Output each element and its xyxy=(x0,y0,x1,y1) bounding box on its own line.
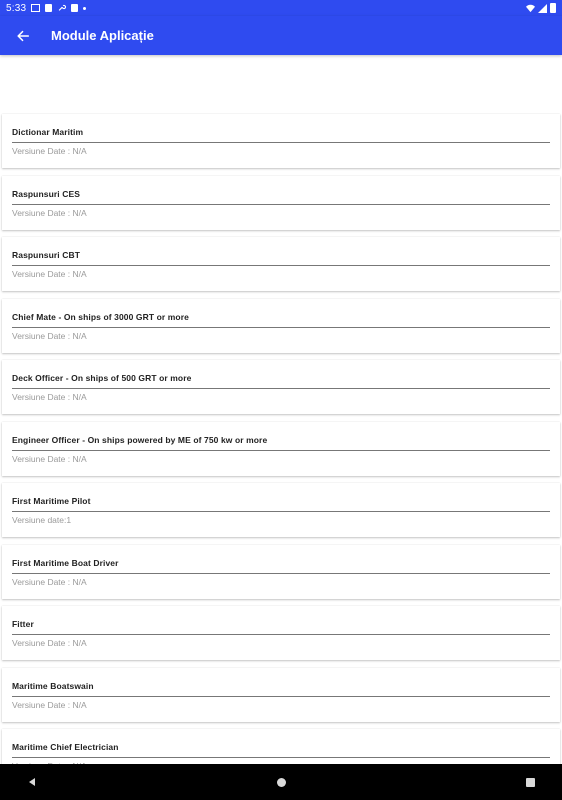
module-version: Versiune Date : N/A xyxy=(12,392,87,402)
module-card-maritime-boatswain[interactable] xyxy=(2,668,560,722)
module-card-chief-mate[interactable] xyxy=(2,299,560,353)
module-version: Versiune Date : N/A xyxy=(12,453,87,464)
sd-card-icon xyxy=(71,4,78,12)
module-card-fitter[interactable] xyxy=(2,606,560,660)
divider xyxy=(12,634,550,635)
module-card-first-maritime-boat-driver[interactable] xyxy=(2,545,560,599)
module-title: Engineer Officer - On ships powered by ME of 750 kw or more xyxy=(12,434,268,445)
wrench-icon xyxy=(57,4,66,12)
divider xyxy=(12,450,550,451)
status-time: 5:33 xyxy=(6,2,27,14)
module-version: Versiune date:1 xyxy=(12,515,72,525)
module-title: Maritime Boatswain xyxy=(12,680,94,691)
arrow-left-icon xyxy=(16,29,30,43)
divider xyxy=(12,327,550,328)
recents-square-icon xyxy=(526,778,535,787)
module-card-raspunsuri-cbt[interactable] xyxy=(2,237,560,291)
module-title: Raspunsuri CES xyxy=(12,188,80,199)
page-title: Module Aplicație xyxy=(51,28,154,43)
navigation-bar xyxy=(0,764,562,800)
divider xyxy=(12,265,550,266)
divider xyxy=(12,757,550,758)
module-title: Fitter xyxy=(12,619,34,629)
module-card-first-maritime-pilot[interactable] xyxy=(2,483,560,537)
back-triangle-icon xyxy=(27,777,37,787)
divider xyxy=(12,573,550,574)
module-card-dictionar-maritim[interactable] xyxy=(2,114,560,168)
module-title: Deck Officer - On ships of 500 GRT or more xyxy=(12,373,192,383)
dot-icon xyxy=(83,7,86,10)
back-button[interactable] xyxy=(13,26,33,46)
divider xyxy=(12,511,550,512)
divider xyxy=(12,204,550,205)
module-version: Versiune Date : N/A xyxy=(12,269,87,279)
module-version: Versiune Date : N/A xyxy=(12,576,87,587)
nav-back-button[interactable] xyxy=(25,775,39,789)
divider xyxy=(12,696,550,697)
app-bar xyxy=(0,16,562,55)
wifi-icon xyxy=(526,4,535,13)
module-version: Versiune Date : N/A xyxy=(12,207,87,218)
module-title: Maritime Chief Electrician xyxy=(12,742,119,752)
divider xyxy=(12,388,550,389)
mail-icon xyxy=(31,4,40,12)
divider xyxy=(12,142,550,143)
module-version: Versiune Date : N/A xyxy=(12,699,87,710)
module-title: First Maritime Pilot xyxy=(12,496,91,506)
battery-icon xyxy=(550,3,556,13)
module-card-engineer-officer[interactable] xyxy=(2,422,560,476)
signal-icon xyxy=(538,4,547,13)
module-version: Versiune Date : N/A xyxy=(12,330,87,341)
module-title: Dictionar Maritim xyxy=(12,127,84,137)
nav-recents-button[interactable] xyxy=(523,775,537,789)
module-card-raspunsuri-ces[interactable] xyxy=(2,176,560,230)
module-title: First Maritime Boat Driver xyxy=(12,557,119,568)
module-version: Versiune Date : N/A xyxy=(12,638,87,648)
module-title: Chief Mate - On ships of 3000 GRT or more xyxy=(12,311,189,322)
module-version: Versiune Date : N/A xyxy=(12,146,87,156)
nav-home-button[interactable] xyxy=(274,775,288,789)
status-bar xyxy=(0,0,562,16)
module-title: Raspunsuri CBT xyxy=(12,250,80,260)
notification-icon xyxy=(45,4,52,12)
home-circle-icon xyxy=(277,778,286,787)
module-card-deck-officer[interactable] xyxy=(2,360,560,414)
